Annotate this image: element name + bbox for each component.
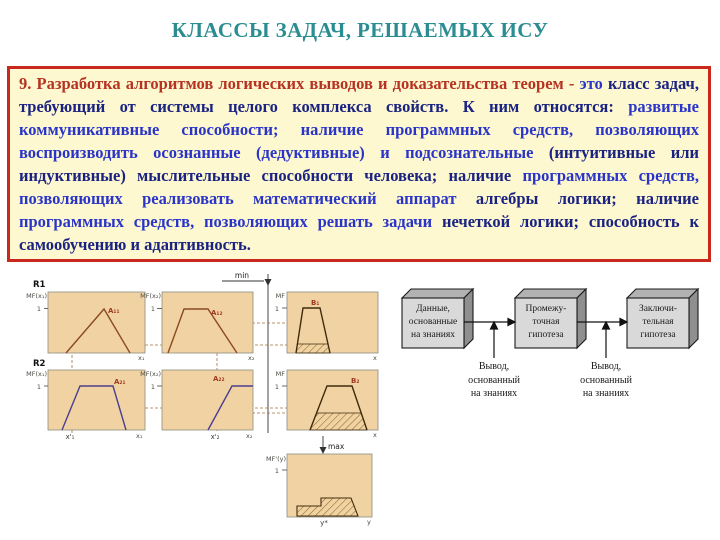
- curve-label: B₁: [311, 299, 320, 307]
- label-line: основанный: [580, 374, 632, 386]
- flow-box-2-label: [515, 303, 577, 342]
- chart-area: [162, 370, 253, 430]
- chart-area: [48, 292, 145, 353]
- rule1-label: R1: [33, 280, 46, 290]
- text-run: алгебры логики; наличие: [475, 189, 699, 208]
- curve-label: A₁₂: [211, 309, 223, 317]
- label-line: на знаниях: [582, 388, 630, 399]
- fuzzy-chart-r2c2: [140, 370, 253, 441]
- x-axis-label: x: [373, 431, 377, 439]
- box-top-face: [515, 289, 586, 298]
- y-axis-label: MF(x₁): [26, 292, 47, 300]
- label-line: Вывод,: [478, 361, 510, 372]
- chart-area: [162, 292, 253, 353]
- definition-textbox: [7, 66, 711, 262]
- x-axis-label: x₂: [246, 432, 253, 440]
- curve-label: B₂: [351, 377, 360, 385]
- inference-label-2: [564, 360, 648, 401]
- curve-label: A₁₁: [108, 307, 120, 315]
- box-side-face: [464, 289, 473, 348]
- curve-label: A₂₁: [114, 378, 126, 386]
- text-run: программных средств, позволяющих решать задачи: [19, 212, 442, 231]
- max-operator: [320, 436, 345, 454]
- x-input-label: x'₁: [65, 433, 75, 441]
- curve-label: A₂₂: [213, 375, 225, 383]
- text-run: программных средств, позволяющих реализовать математический аппарат: [19, 166, 700, 208]
- fuzzy-chart-r1c1: [26, 292, 145, 362]
- label-line: Вывод,: [590, 361, 622, 372]
- arrowhead-icon: [620, 319, 627, 326]
- label-line: гипотеза: [640, 330, 676, 340]
- arrowhead-icon: [491, 322, 498, 329]
- label-line: гипотеза: [528, 330, 564, 340]
- fuzzy-inference-diagram: [0, 265, 400, 540]
- inference-label-1: [452, 360, 536, 401]
- clipped-region: [310, 413, 367, 430]
- fuzzy-chart-r1c2: [140, 292, 255, 362]
- arrowhead-icon: [603, 322, 610, 329]
- box-side-face: [689, 289, 698, 348]
- min-label: min: [234, 271, 250, 280]
- min-arrowhead-icon: [265, 279, 272, 286]
- one-tick-label: 1: [274, 305, 279, 313]
- clipped-region: [296, 344, 330, 353]
- label-line: на знаниях: [410, 330, 456, 340]
- text-run: (интуитивные или индуктивные) мыслительные способности человека; наличие: [19, 143, 699, 185]
- x-input-label: x'₂: [210, 433, 220, 441]
- box-top-face: [627, 289, 698, 298]
- fuzzy-chart-r2c3: [275, 370, 378, 439]
- one-tick-label: 1: [36, 383, 41, 391]
- flow-box-1-label: [402, 303, 464, 342]
- one-tick-label: 1: [150, 305, 155, 313]
- fuzzy-chart-output: [266, 454, 372, 527]
- chart-area: [48, 370, 145, 430]
- label-line: Промежу-: [525, 304, 567, 314]
- x-axis-label: x₁: [138, 354, 145, 362]
- y-axis-label: MF(x₂): [140, 292, 161, 300]
- y-axis-label: MF(x₁): [26, 370, 47, 378]
- y-axis-label: MF: [275, 292, 285, 300]
- one-tick-label: 1: [274, 467, 279, 475]
- label-line: основанный: [468, 374, 520, 386]
- text-run: это: [579, 74, 608, 93]
- one-tick-label: 1: [36, 305, 41, 313]
- max-label: max: [328, 442, 345, 451]
- fuzzy-chart-r1c3: [275, 292, 378, 362]
- x-axis-label: y: [367, 518, 371, 526]
- y-axis-label: MF: [275, 370, 285, 378]
- x-axis-label: x: [373, 354, 377, 362]
- one-tick-label: 1: [150, 383, 155, 391]
- label-line: основанные: [408, 317, 458, 327]
- y-axis-label: MF'(y): [265, 455, 286, 463]
- label-line: тельная: [642, 317, 674, 327]
- text-run: развитые коммуникативные способности; наличие программных средств, позволяющих воспроизводить осознанные (дедуктивные) и подсознательные: [19, 97, 699, 162]
- rule2-label: R2: [33, 359, 46, 369]
- label-line: точная: [532, 317, 560, 327]
- y-axis-label: MF(x₂): [140, 370, 161, 378]
- text-run: класс задач, требующий от системы целого комплекса свойств. К ним относятся:: [19, 74, 699, 116]
- box-top-face: [402, 289, 473, 298]
- box-side-face: [577, 289, 586, 348]
- text-run: 9. Разработка алгоритмов логических выводов и доказательства теорем -: [19, 74, 580, 93]
- defuzzified-value-label: y*: [320, 519, 328, 527]
- text-run: нечеткой логики; способность к самообучению и адаптивность.: [19, 212, 700, 254]
- page-title: КЛАССЫ ЗАДАЧ, РЕШАЕМЫХ ИСУ: [171, 18, 549, 42]
- arrowhead-icon: [508, 319, 515, 326]
- max-arrowhead-icon: [320, 447, 327, 454]
- label-line: Данные,: [416, 304, 450, 314]
- x-axis-label: x₁: [136, 432, 143, 440]
- flow-box-3-label: [627, 303, 689, 342]
- knowledge-flowchart: [395, 283, 705, 407]
- x-axis-label: x₂: [248, 354, 255, 362]
- label-line: Заключи-: [638, 304, 678, 314]
- label-line: на знаниях: [470, 388, 518, 399]
- one-tick-label: 1: [274, 383, 279, 391]
- fuzzy-chart-r2c1: [26, 370, 145, 441]
